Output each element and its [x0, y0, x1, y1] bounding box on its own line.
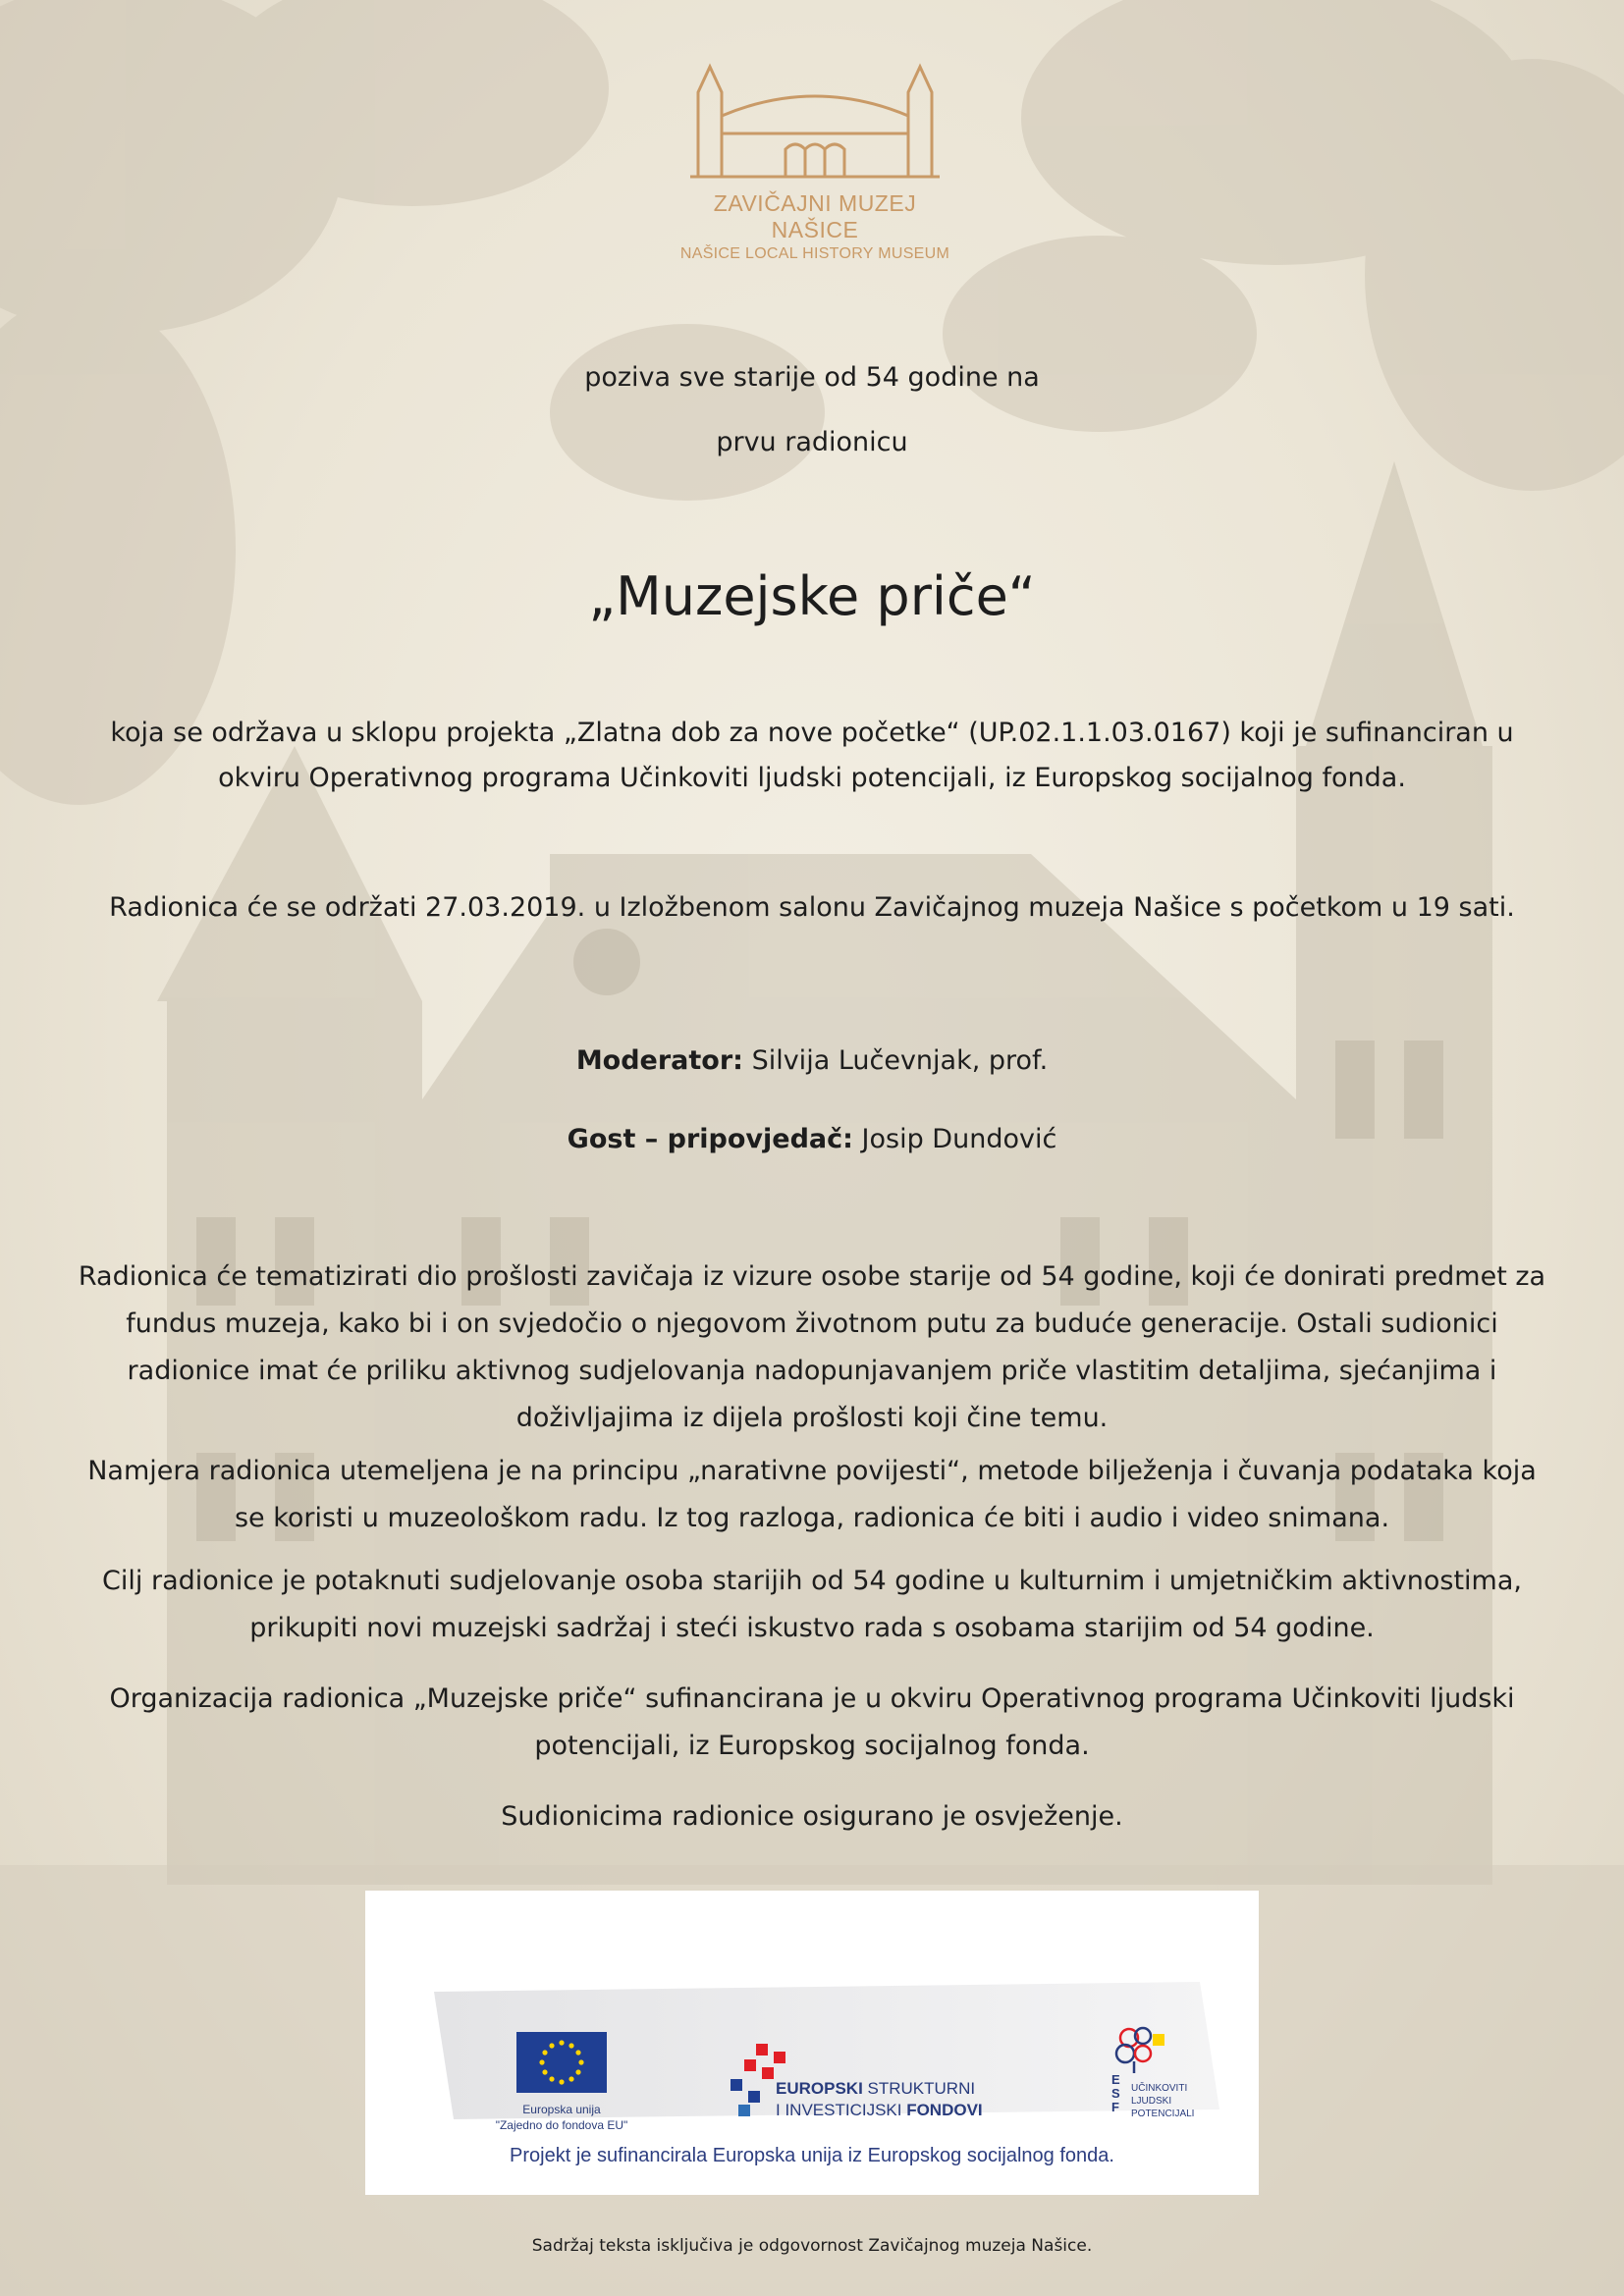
- esif-word: STRUKTURNI: [862, 2079, 976, 2098]
- description-line: se koristi u muzeološkom radu. Iz tog razloga, radionica će biti i audio i video snimana.: [234, 1503, 1390, 1533]
- description-line: Namjera radionica utemeljena je na principu „narativne povijesti“, metode bilježenja i čuvanja podataka koja: [87, 1456, 1537, 1486]
- esf-text-line: POTENCIJALI: [1131, 2109, 1195, 2119]
- funding-statement: Projekt je sufinancirala Europska unija iz Europskog socijalnog fonda.: [510, 2145, 1114, 2166]
- description-line: potencijali, iz Europskog socijalnog fonda.: [534, 1731, 1090, 1761]
- esf-letter: F: [1111, 2100, 1119, 2114]
- museum-logo: [677, 59, 952, 263]
- funding-logos-panel: [365, 1891, 1259, 2195]
- esf-text-line: UČINKOVITI: [1131, 2083, 1188, 2094]
- esif-title-line-1: [776, 2079, 975, 2099]
- esf-text-line: LJUDSKI: [1131, 2096, 1172, 2107]
- description-line: Organizacija radionica „Muzejske priče“ sufinancirana je u okviru Operativnog programa Učinkoviti ljudski: [109, 1683, 1515, 1714]
- esf-letter: S: [1111, 2086, 1120, 2101]
- museum-building-icon: [682, 59, 947, 185]
- invitation-line-1: poziva sve starije od 54 godine na: [584, 362, 1040, 393]
- guest-line: [59, 1116, 1565, 1163]
- description-para-3: [59, 1558, 1565, 1652]
- moderator-label: Moderator:: [575, 1045, 743, 1076]
- description-para-2: [59, 1448, 1565, 1542]
- eu-slogan: "Zajedno do fondova EU": [495, 2118, 628, 2132]
- guest-label: Gost – pripovjedač:: [567, 1124, 853, 1154]
- description-line: fundus muzeja, kako bi i on svjedočio o njegovom životnom putu za buduće generacije. Ostali sudionici: [126, 1308, 1498, 1339]
- description-line: Cilj radionice je potaknuti sudjelovanje osoba starijih od 54 godine u kulturnim i umjetničkim aktivnostima,: [102, 1566, 1522, 1596]
- esif-title-line-2: [776, 2101, 983, 2120]
- eu-label: Europska unija: [522, 2103, 601, 2116]
- disclaimer: Sadržaj teksta isključiva je odgovornost Zavičajnog muzeja Našice.: [531, 2236, 1093, 2256]
- description-para-4: [59, 1676, 1565, 1770]
- workshop-title: „Muzejske priče“: [588, 565, 1036, 627]
- esf-vertical-letters: [1111, 2073, 1125, 2114]
- description-line: prikupiti novi muzejski sadržaj i steći iskustvo rada s osobama starijim od 54 godine.: [249, 1613, 1375, 1643]
- esf-flower-icon: [1104, 2024, 1172, 2073]
- description-line: doživljajima iz dijela prošlosti koji čine temu.: [515, 1403, 1109, 1433]
- project-intro-line-1: koja se održava u sklopu projekta „Zlatna dob za nove početke“ (UP.02.1.1.03.0167) koji je sufinanciran u: [110, 718, 1514, 748]
- project-intro-line-2: okviru Operativnog programa Učinkoviti ljudski potencijali, iz Europskog socijalnog fonda.: [218, 763, 1406, 793]
- logo-museum-name: ZAVIČAJNI MUZEJ NAŠICE: [713, 190, 917, 242]
- description-line: radionice imat će priliku aktivnog sudjelovanja nadopunjavanjem priče vlastitim detaljima, sjećanjima i: [127, 1356, 1497, 1386]
- refreshment-note: Sudionicima radionice osigurano je osvježenje.: [501, 1801, 1123, 1832]
- eu-flag-icon: [516, 2032, 607, 2093]
- esif-bold-word: FONDOVI: [906, 2101, 983, 2119]
- moderator-line: [59, 1038, 1565, 1085]
- moderator-name: Silvija Lučevnjak, prof.: [742, 1045, 1049, 1076]
- description-line: Radionica će tematizirati dio prošlosti zavičaja iz vizure osobe starije od 54 godine, koji će donirati predmet za: [78, 1261, 1546, 1292]
- esif-word: I INVESTICIJSKI: [776, 2101, 907, 2119]
- guest-name: Josip Dundović: [852, 1124, 1057, 1154]
- logo-museum-subtitle: NAŠICE LOCAL HISTORY MUSEUM: [679, 245, 950, 262]
- event-info: Radionica će se održati 27.03.2019. u Izložbenom salonu Zavičajnog muzeja Našice s početkom u 19 sati.: [109, 892, 1515, 923]
- esf-letter: E: [1111, 2072, 1120, 2087]
- invitation-line-2: prvu radionicu: [716, 427, 908, 457]
- esif-bold-word: EUROPSKI: [776, 2079, 863, 2098]
- description-para-1: [59, 1254, 1565, 1442]
